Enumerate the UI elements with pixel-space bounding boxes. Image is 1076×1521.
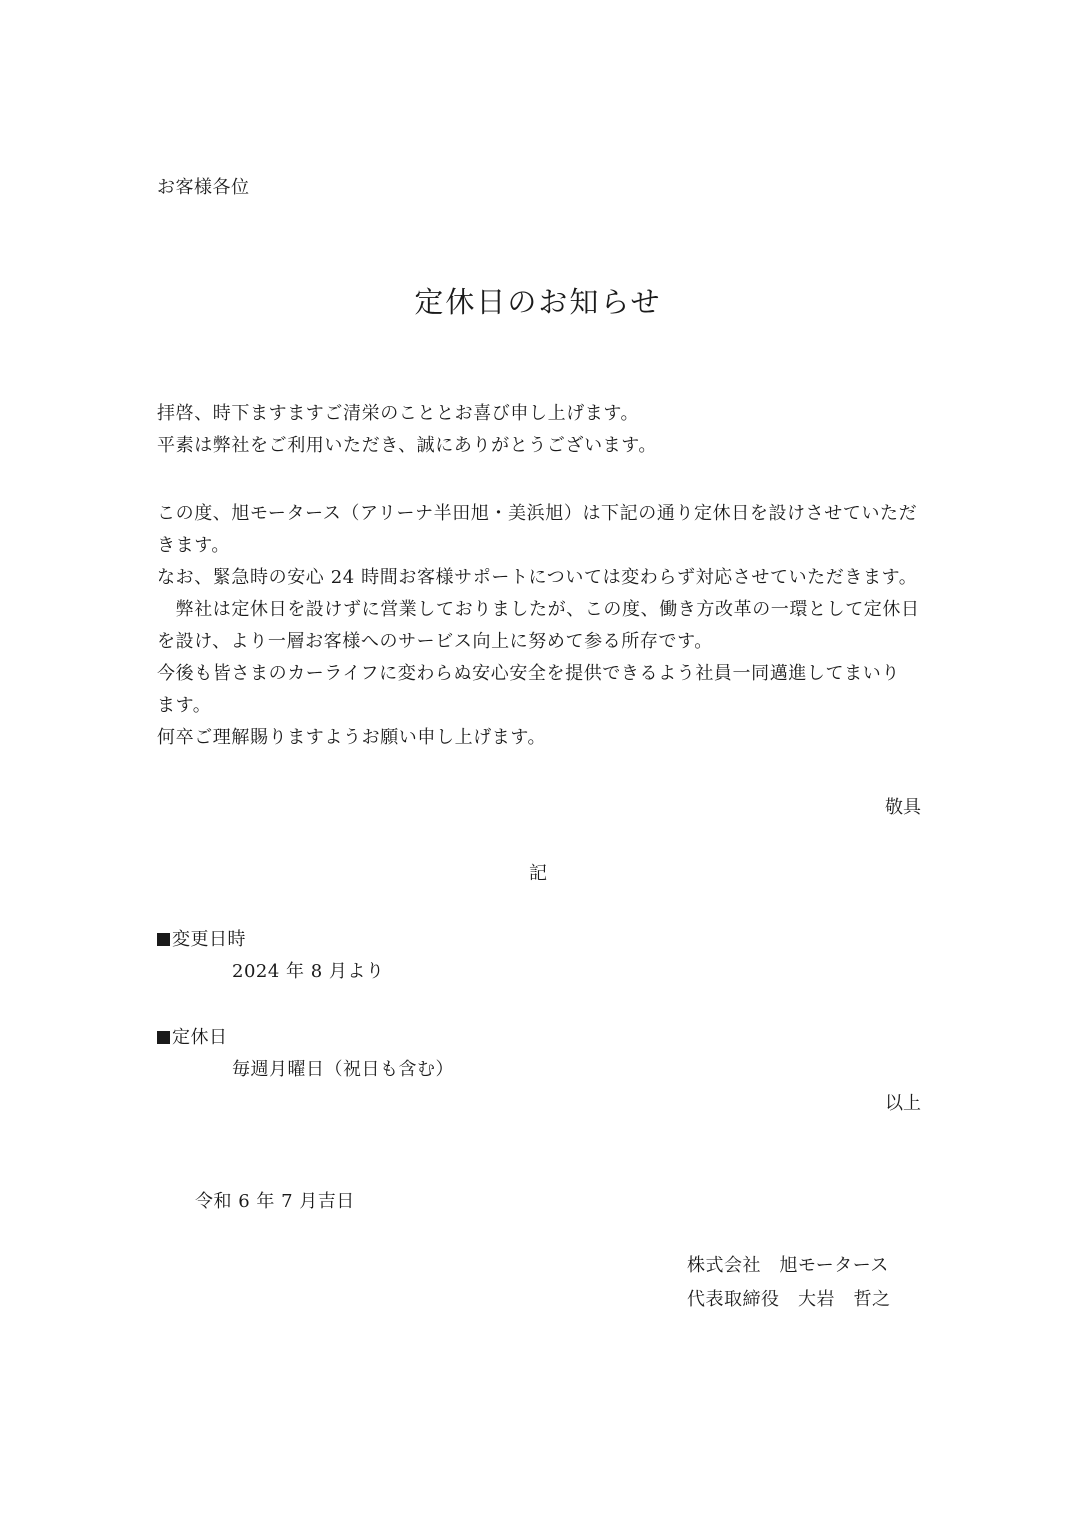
greeting-line: 平素は弊社をご利用いただき、誠にありがとうございます。	[157, 435, 658, 456]
company-name: 株式会社 旭モータース	[687, 1255, 889, 1276]
body-line: 今後も皆さまのカーライフに変わらぬ安心安全を提供できるよう社員一同邁進してまいり	[157, 663, 900, 684]
greeting-line: 拝啓、時下ますますご清栄のこととお喜び申し上げます。	[157, 403, 640, 424]
document-title: 定休日のお知らせ	[414, 285, 662, 319]
issue-date: 令和 6 年 7 月吉日	[195, 1191, 355, 1212]
closing-keigu: 敬具	[885, 797, 921, 818]
square-bullet-icon	[157, 1031, 170, 1044]
addressee: お客様各位	[157, 177, 250, 198]
change-date-label: 変更日時	[172, 929, 246, 950]
body-line: この度、旭モータース（アリーナ半田旭・美浜旭）は下記の通り定休日を設けさせていただ	[157, 503, 918, 524]
representative-name: 代表取締役 大岩 哲之	[687, 1289, 891, 1310]
closed-day-value: 毎週月曜日（祝日も含む）	[232, 1059, 454, 1080]
body-line: 何卒ご理解賜りますようお願い申し上げます。	[157, 727, 547, 748]
body-line: を設け、より一層お客様へのサービス向上に努めて参る所存です。	[157, 631, 713, 652]
body-line: きます。	[157, 535, 230, 556]
body-line: 弊社は定休日を設けずに営業しておりましたが、この度、働き方改革の一環として定休日	[157, 599, 920, 620]
greeting-paragraph	[157, 398, 925, 462]
body-line: なお、緊急時の安心 24 時間お客様サポートについては変わらず対応させていただきます。	[157, 567, 918, 588]
closed-day-label: 定休日	[172, 1027, 228, 1048]
change-date-heading	[157, 928, 246, 952]
ki-marker: 記	[529, 863, 547, 884]
closing-ijou: 以上	[885, 1093, 921, 1114]
change-date-value: 2024 年 8 月より	[232, 961, 385, 982]
square-bullet-icon	[157, 933, 170, 946]
closed-day-heading	[157, 1026, 228, 1050]
body-line: ます。	[157, 695, 212, 716]
body-paragraph	[157, 498, 925, 754]
